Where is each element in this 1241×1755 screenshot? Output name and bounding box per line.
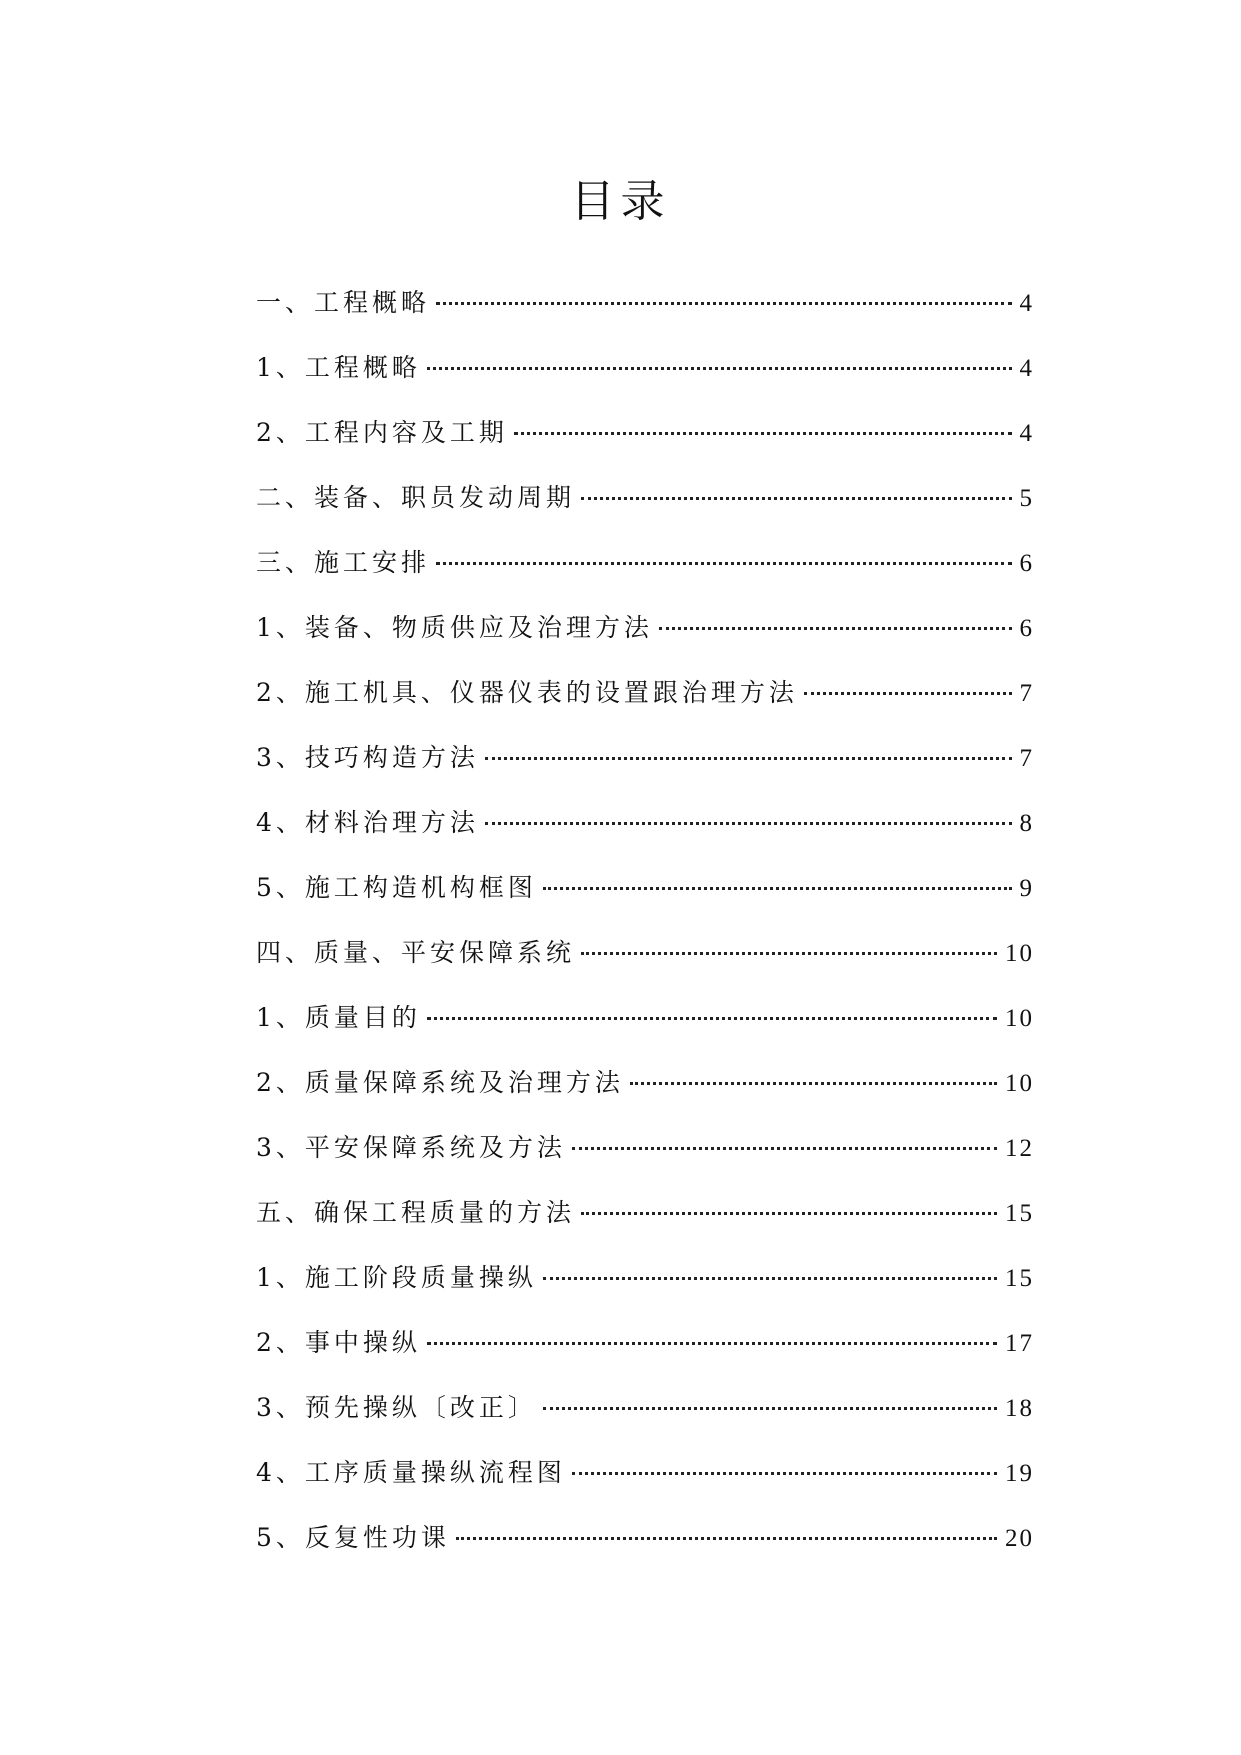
- toc-entry[interactable]: [256, 1455, 1034, 1520]
- toc-entry-label: 1、质量目的: [256, 1003, 421, 1032]
- toc-entry-page: 5: [1019, 485, 1034, 512]
- toc-leader-dots: [436, 302, 1011, 305]
- toc-entry-page: 15: [1005, 1200, 1034, 1227]
- table-of-contents: [256, 285, 1034, 1585]
- toc-entry-label: 四、质量、平安保障系统: [256, 938, 576, 967]
- toc-entry[interactable]: [256, 1195, 1034, 1260]
- toc-entry-page: 10: [1005, 940, 1034, 967]
- toc-entry-page: 4: [1019, 355, 1034, 382]
- toc-entry-page: 10: [1005, 1070, 1034, 1097]
- toc-entry-page: 6: [1019, 615, 1034, 642]
- toc-leader-dots: [572, 1472, 997, 1475]
- toc-entry-page: 6: [1019, 550, 1034, 577]
- toc-leader-dots: [456, 1537, 997, 1540]
- toc-leader-dots: [581, 952, 997, 955]
- toc-leader-dots: [659, 627, 1012, 630]
- toc-entry-label: 3、平安保障系统及方法: [256, 1133, 566, 1162]
- toc-entry-page: 15: [1005, 1265, 1034, 1292]
- toc-entry[interactable]: [256, 740, 1034, 805]
- toc-entry[interactable]: [256, 1065, 1034, 1130]
- toc-leader-dots: [514, 432, 1012, 435]
- toc-entry[interactable]: [256, 870, 1034, 935]
- toc-leader-dots: [543, 1277, 997, 1280]
- toc-entry-label: 2、工程内容及工期: [256, 418, 508, 447]
- page-title: 目录: [570, 176, 671, 227]
- toc-entry[interactable]: [256, 805, 1034, 870]
- toc-leader-dots: [572, 1147, 997, 1150]
- toc-entry-page: 4: [1019, 290, 1034, 317]
- toc-entry-label: 一、工程概略: [256, 288, 431, 317]
- toc-entry-page: 19: [1005, 1460, 1034, 1487]
- toc-entry[interactable]: [256, 1260, 1034, 1325]
- toc-entry[interactable]: [256, 1390, 1034, 1455]
- toc-entry-label: 4、工序质量操纵流程图: [256, 1458, 566, 1487]
- toc-leader-dots: [427, 367, 1012, 370]
- toc-leader-dots: [804, 692, 1012, 695]
- toc-entry-page: 4: [1019, 420, 1034, 447]
- toc-leader-dots: [630, 1082, 997, 1085]
- toc-leader-dots: [543, 1407, 997, 1410]
- toc-entry-label: 2、施工机具、仪器仪表的设置跟治理方法: [256, 678, 798, 707]
- toc-leader-dots: [543, 887, 1012, 890]
- toc-entry-label: 1、施工阶段质量操纵: [256, 1263, 537, 1292]
- toc-entry[interactable]: [256, 480, 1034, 545]
- toc-entry-label: 二、装备、职员发动周期: [256, 483, 576, 512]
- toc-entry-label: 2、质量保障系统及治理方法: [256, 1068, 624, 1097]
- toc-entry[interactable]: [256, 350, 1034, 415]
- toc-entry-label: 2、事中操纵: [256, 1328, 421, 1357]
- toc-entry[interactable]: [256, 1130, 1034, 1195]
- toc-entry-page: 9: [1019, 875, 1034, 902]
- toc-entry-label: 3、预先操纵〔改正〕: [256, 1393, 537, 1422]
- toc-entry-label: 五、确保工程质量的方法: [256, 1198, 576, 1227]
- toc-entry-label: 1、工程概略: [256, 353, 421, 382]
- toc-leader-dots: [581, 497, 1011, 500]
- toc-entry[interactable]: [256, 285, 1034, 350]
- toc-entry-page: 10: [1005, 1005, 1034, 1032]
- toc-entry-page: 12: [1005, 1135, 1034, 1162]
- toc-entry[interactable]: [256, 1000, 1034, 1065]
- toc-entry[interactable]: [256, 610, 1034, 675]
- toc-entry[interactable]: [256, 1520, 1034, 1585]
- toc-leader-dots: [485, 757, 1012, 760]
- toc-entry[interactable]: [256, 935, 1034, 1000]
- toc-leader-dots: [427, 1017, 997, 1020]
- toc-entry-page: 20: [1005, 1525, 1034, 1552]
- toc-leader-dots: [581, 1212, 997, 1215]
- toc-entry-label: 三、施工安排: [256, 548, 431, 577]
- toc-leader-dots: [485, 822, 1012, 825]
- toc-entry-label: 5、反复性功课: [256, 1523, 450, 1552]
- toc-entry-page: 7: [1019, 680, 1034, 707]
- toc-entry[interactable]: [256, 675, 1034, 740]
- toc-entry-label: 4、材料治理方法: [256, 808, 479, 837]
- toc-entry-page: 17: [1005, 1330, 1034, 1357]
- toc-leader-dots: [427, 1342, 997, 1345]
- toc-entry-label: 3、技巧构造方法: [256, 743, 479, 772]
- toc-entry-label: 1、装备、物质供应及治理方法: [256, 613, 653, 642]
- toc-entry[interactable]: [256, 1325, 1034, 1390]
- toc-entry-label: 5、施工构造机构框图: [256, 873, 537, 902]
- toc-leader-dots: [436, 562, 1011, 565]
- toc-entry-page: 18: [1005, 1395, 1034, 1422]
- toc-entry[interactable]: [256, 415, 1034, 480]
- toc-entry-page: 7: [1019, 745, 1034, 772]
- toc-entry-page: 8: [1019, 810, 1034, 837]
- toc-entry[interactable]: [256, 545, 1034, 610]
